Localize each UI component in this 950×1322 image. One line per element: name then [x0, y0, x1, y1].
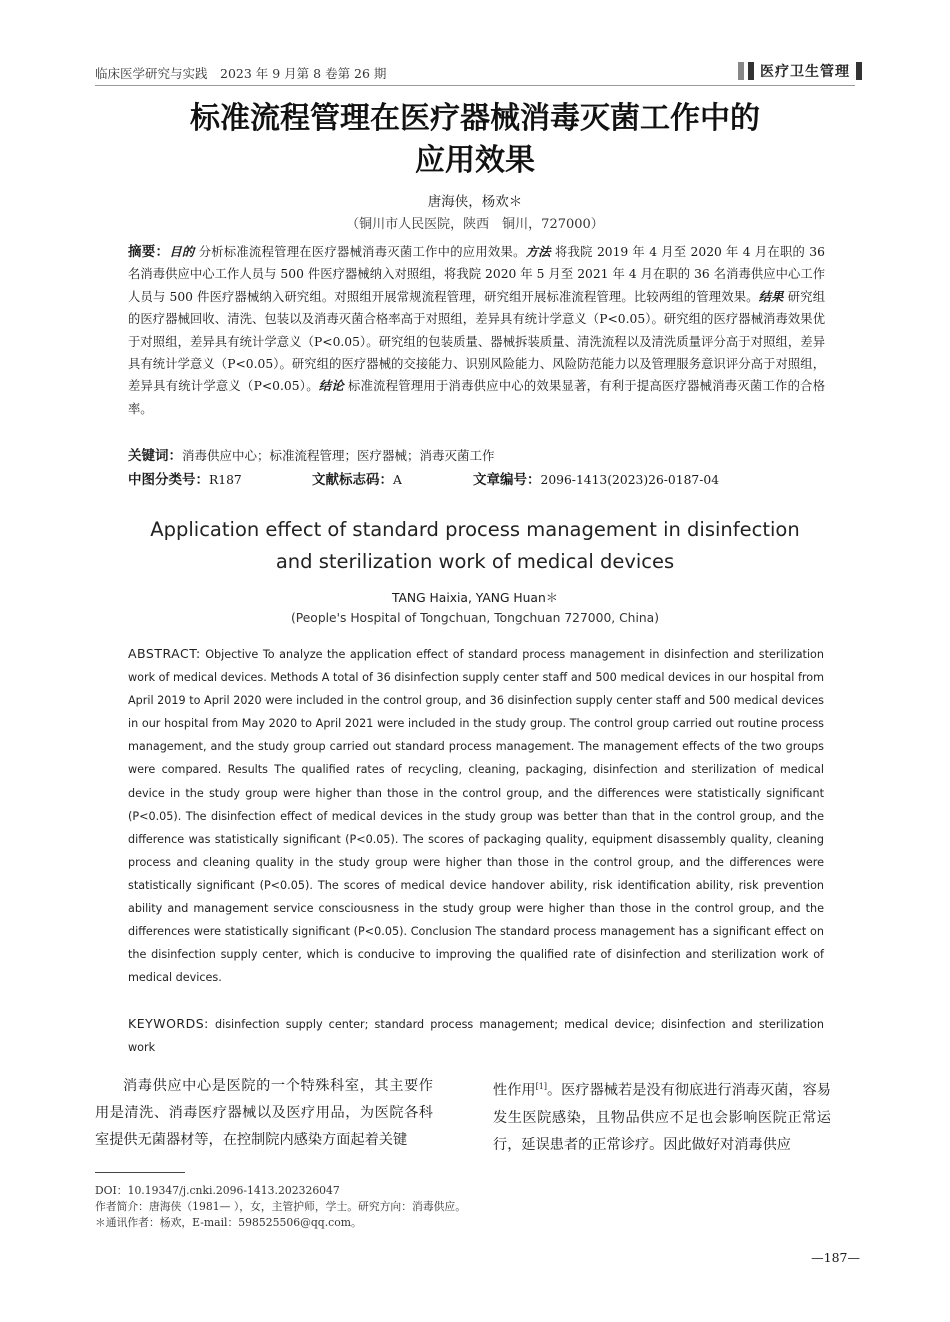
title-en-line-2: and sterilization work of medical devices [275, 550, 675, 573]
article-number [473, 468, 719, 488]
methods-text: 将我院 2019 年 4 月至 2020 年 4 月在职的 36 名消毒供应中心工作人员与 500 件医疗器械纳入对照组，将我院 2020 年 5 月至 2021 年 4 月在职的 36 名消毒供应中心工作人员与 500 件医疗器械纳入研究组。对照组开展常规流程管理，研究组开展标准流程管理。比较两组的管理效果。 [128, 245, 825, 304]
keywords-en [128, 1012, 824, 1059]
paper-title-en [60, 514, 890, 578]
paper-title-cn [60, 98, 890, 182]
body-right-text-start: 性作用 [493, 1082, 536, 1099]
doi[interactable]: DOI：10.19347/j.cnki.2096-1413.202326047 [95, 1184, 340, 1197]
abstract-en [128, 642, 824, 989]
clc-label: 中图分类号： [128, 472, 209, 488]
objective-label: 目的 [169, 244, 195, 259]
document-code [312, 468, 402, 488]
body-right-text-rest: 。医疗器械若是没有彻底进行消毒灭菌，容易发生医院感染，且物品供应不足也会影响医院正常运行，延误患者的正常诊疗。因此做好对消毒供应 [493, 1082, 831, 1153]
abstract-cn [128, 241, 825, 420]
clc-number [128, 468, 242, 488]
header-divider [95, 85, 855, 86]
authors-cn: 唐海侠，杨欢＊ [427, 194, 523, 210]
keywords-cn [128, 444, 825, 464]
doc-code-value: A [393, 473, 402, 487]
methods-label: 方法 [525, 244, 551, 259]
correspondence: ＊通讯作者：杨欢，E-mail：598525506@qq.com。 [95, 1216, 362, 1229]
title-cn-line-2: 应用效果 [415, 143, 535, 178]
title-en-line-1: Application effect of standard process management in disinfection [150, 518, 800, 541]
body-column-right [493, 1073, 831, 1159]
results-label: 结果 [758, 288, 784, 304]
article-number-value: 2096-1413(2023)26-0187-04 [540, 473, 720, 487]
author-intro: 作者简介：唐海侠（1981— ），女，主管护师，学士。研究方向：消毒供应。 [95, 1200, 467, 1213]
article-number-label: 文章编号： [473, 472, 541, 488]
affiliation-en: (People's Hospital of Tongchuan, Tongchuan 727000, China) [290, 611, 660, 625]
clc-value: R187 [209, 473, 242, 487]
abstract-en-text: Objective To analyze the application effect of standard process management in disinfection and sterilization work of medical devices. Methods A total of 36 disinfection supply center staff and 500 medical devices in our hospital from April 2019 to April 2020 were included in the control group, and 36 disinfection supply center staff and 500 medical devices in our hospital from May 2020 to April 2021 were included in the study group. The control group carried out routine process management, and the study group carried out standard process management. The management effects of the two groups were compared. Results The qualified rates of recycling, cleaning, packaging, disinfection and sterilization of medical device in the study group were higher than those in the control group, and the differences were statistically significant (P<0.05). The disinfection effect of medical devices in the study group was better than that in the control group, and the difference was statistically significant (P<0.05). The scores of packaging quality, equipment disassembly quality, cleaning process and cleaning quality in the study group were higher than those in the control group, and the differences were statistically significant (P<0.05). The scores of medical device handover ability, risk identification ability, risk prevention ability and management service consciousness in the study group were higher than those in the control group, and the differences were statistically significant (P<0.05). Conclusion The standard process management has a significant effect on the disinfection supply center, which is conducive to improving the qualified rate of disinfection and sterilization work of medical devices. [128, 648, 824, 985]
section-tag-bar-icon [856, 62, 862, 80]
body-column-left: 消毒供应中心是医院的一个特殊科室，其主要作用是清洗、消毒医疗器械以及医疗用品，为医院各科室提供无菌器材等，在控制院内感染方面起着关键 [95, 1078, 433, 1148]
section-tag [738, 60, 862, 82]
section-name: 医疗卫生管理 [760, 64, 850, 80]
doc-code-label: 文献标志码： [312, 472, 393, 488]
section-tag-bar-icon [738, 62, 744, 80]
citation-ref[interactable]: [1] [535, 1082, 547, 1091]
authors-en: TANG Haixia, YANG Huan＊ [391, 591, 559, 605]
footnotes [95, 1183, 466, 1231]
affiliation-cn: （铜川市人民医院，陕西 铜川，727000） [346, 217, 604, 232]
keywords-cn-label: 关键词： [128, 448, 182, 464]
title-cn-line-1: 标准流程管理在医疗器械消毒灭菌工作中的 [190, 101, 760, 136]
abstract-cn-label: 摘要： [128, 244, 170, 260]
keywords-cn-text: 消毒供应中心；标准流程管理；医疗器械；消毒灭菌工作 [182, 448, 495, 463]
objective-text: 分析标准流程管理在医疗器械消毒灭菌工作中的应用效果。 [194, 245, 526, 259]
results-text: 研究组的医疗器械回收、清洗、包装以及消毒灭菌合格率高于对照组，差异具有统计学意义（P<0.05）。研究组的医疗器械消毒效果优于对照组，差异具有统计学意义（P<0.05）。研究组的包装质量、器械拆装质量、清洗流程以及清洗质量评分高于对照组，差异具有统计学意义（P<0.05）。研究组的医疗器械的交接能力、识别风险能力、风险防范能力以及管理服务意识评分高于对照组，差异具有统计学意义（P<0.05）。 [128, 289, 825, 394]
journal-citation: 临床医学研究与实践 2023 年 9 月第 8 卷第 26 期 [95, 66, 387, 81]
section-tag-bar-icon [748, 62, 754, 80]
page-number: —187— [811, 1250, 860, 1265]
keywords-en-text: disinfection supply center; standard process management; medical device; disinfection and sterilization work [128, 1018, 824, 1054]
keywords-en-label: KEYWORDS: [128, 1016, 209, 1031]
abstract-en-label: ABSTRACT: [128, 646, 201, 661]
conclusion-label: 结论 [318, 378, 344, 394]
conclusion-text: 标准流程管理用于消毒供应中心的效果显著，有利于提高医疗器械消毒灭菌工作的合格率。 [128, 379, 825, 416]
footnote-divider [95, 1172, 185, 1173]
